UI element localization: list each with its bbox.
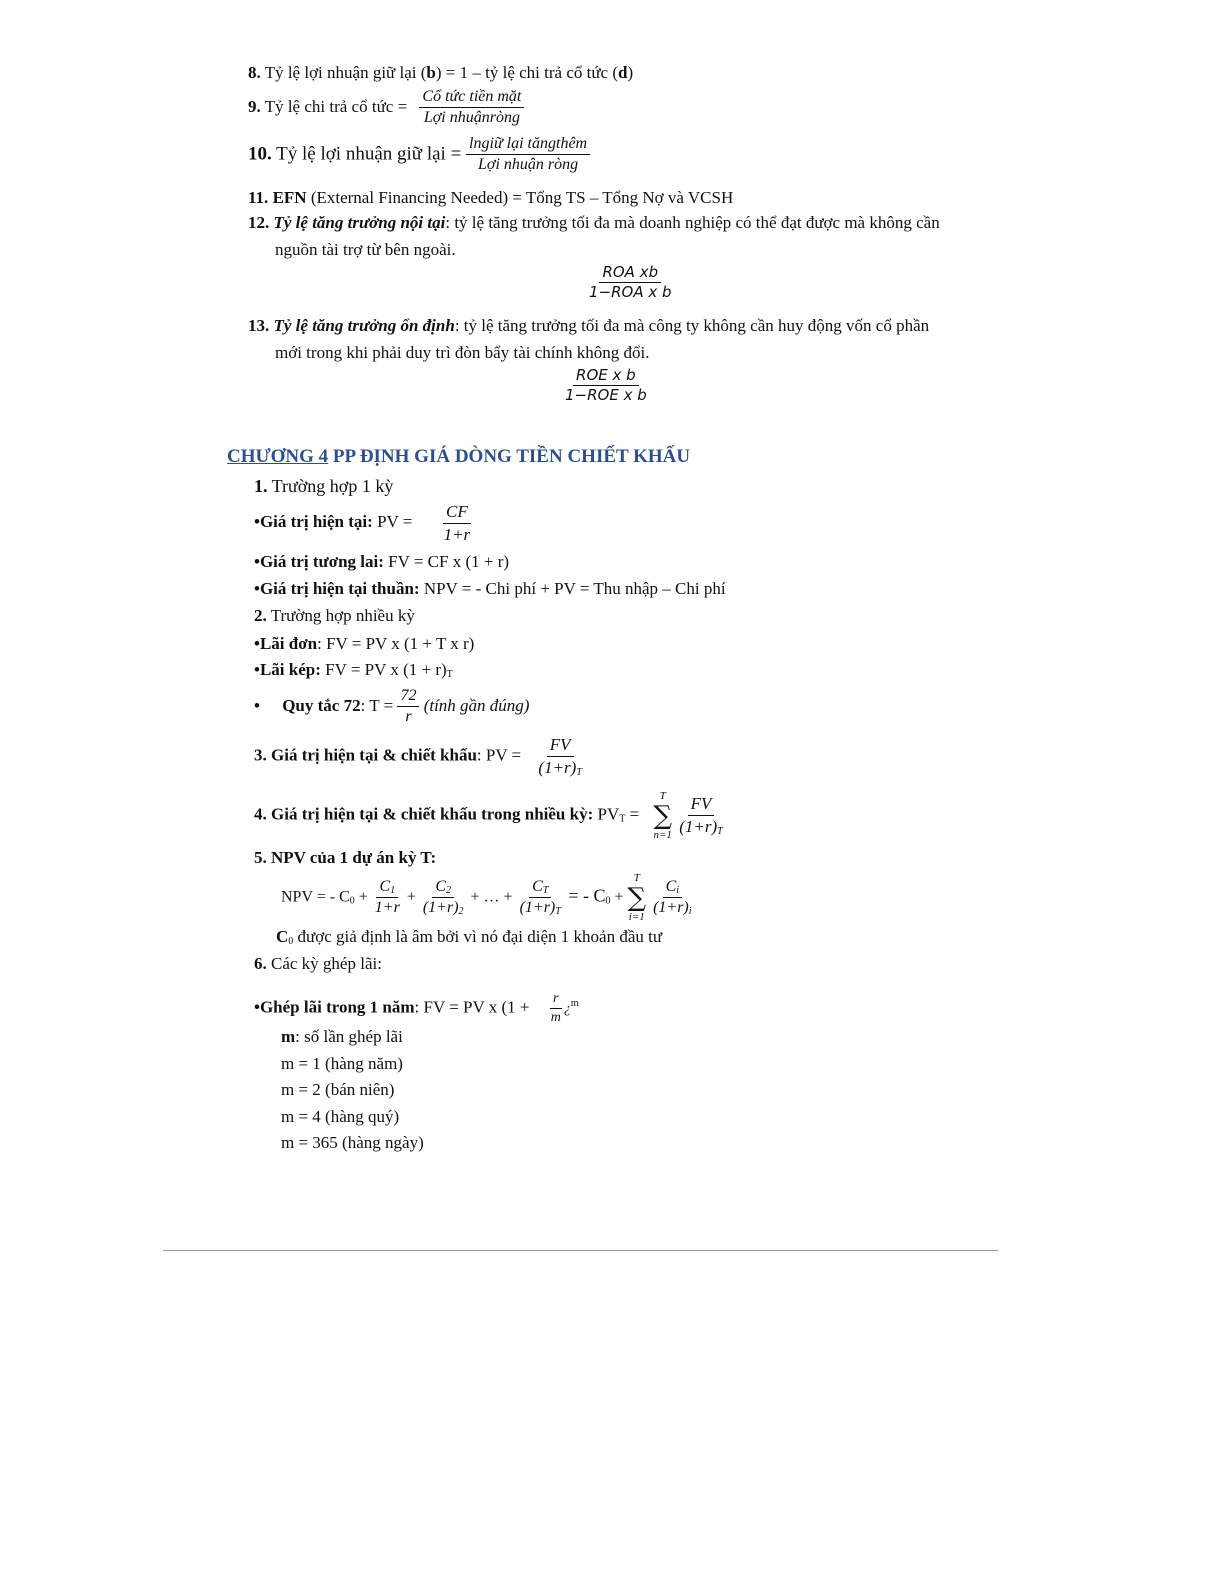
formula-label: Quy tắc 72: [282, 695, 361, 715]
symbol-d: d: [618, 63, 628, 82]
npv-project-formula: [281, 872, 695, 923]
retention-ratio-fraction: [466, 135, 590, 175]
sigma-icon: ∑: [653, 800, 672, 831]
formula-label: •Ghép lãi trong 1 năm: [254, 997, 415, 1017]
fraction-numerator: lngiữ lại tăngthêm: [466, 135, 590, 155]
multi-period-fraction: [676, 794, 725, 837]
section-number: 6.: [254, 954, 267, 973]
chapter-number: CHƯƠNG 4: [227, 446, 329, 467]
fraction-denominator: 1−ROE x b: [565, 386, 647, 405]
discount-fraction: [535, 735, 584, 778]
plus-sign: +: [354, 888, 372, 906]
note-text: được giả định là âm bởi vì nó đại diện 1 khoản đầu tư: [293, 927, 663, 946]
formula-label: •Giá trị tương lai:: [254, 552, 384, 571]
item-number: 13.: [248, 316, 270, 335]
approximation-note: (tính gần đúng): [419, 695, 530, 715]
item-text: Tỷ lệ chi trả cổ tức =: [260, 96, 412, 116]
fraction-numerator: r: [550, 991, 561, 1009]
item-label: Tỷ lệ tăng trưởng ổn định: [269, 316, 455, 335]
item-number: 12.: [248, 213, 270, 232]
item-10: [248, 135, 590, 175]
subscript: T: [576, 766, 582, 778]
compound-interest: [254, 660, 453, 681]
formula-label: •Giá trị hiện tại thuần:: [254, 579, 420, 598]
fraction-numerator: ROA xb: [599, 264, 661, 283]
ellipsis: + … +: [466, 888, 517, 906]
denominator-base: (1+r): [422, 899, 459, 917]
formula-text: : FV = PV x (1 + T x r): [317, 634, 475, 653]
equals-text: = - C: [563, 885, 606, 906]
cashflow-symbol: C: [532, 877, 543, 895]
cashflow-symbol: C: [379, 877, 391, 895]
section-text: Trường hợp nhiều kỳ: [266, 606, 415, 625]
internal-growth-formula: [586, 264, 675, 302]
formula-text: FV = CF x (1 + r): [383, 552, 510, 571]
summation: [628, 872, 647, 923]
section-label: 5. NPV của 1 dự án kỳ T:: [254, 848, 437, 867]
fraction-denominator: 1+r: [443, 524, 471, 544]
subscript: i: [676, 884, 680, 896]
plus-sign: +: [610, 888, 628, 906]
item-number: 10.: [248, 143, 272, 165]
fraction-denominator: m: [550, 1010, 561, 1026]
sustainable-growth-fraction: [562, 367, 650, 405]
section-4: [254, 790, 726, 841]
summation: [653, 790, 672, 841]
item-number: 8.: [248, 63, 261, 82]
item-11: [248, 188, 733, 208]
sustainable-growth-formula: [562, 367, 650, 405]
item-number: 11.: [248, 188, 269, 207]
fraction-denominator: Lợi nhuận ròng: [478, 156, 579, 174]
cashflow-t-fraction: [517, 878, 564, 918]
bullet: •: [254, 695, 260, 715]
simple-interest: [254, 634, 474, 654]
cashflow-i-fraction: [650, 878, 694, 918]
section-2: [254, 606, 415, 626]
formula-text: FV = PV x (1 + r): [320, 660, 447, 679]
item-9: [248, 88, 524, 128]
future-value: [254, 552, 509, 572]
m-value-item: m = 365 (hàng ngày): [281, 1133, 424, 1152]
c0-note: [276, 927, 662, 948]
m-value-item: m = 1 (hàng năm): [281, 1054, 403, 1073]
compounding-per-year: [254, 991, 579, 1026]
denominator-base: (1+r): [679, 816, 718, 836]
formula-text: : PV =: [476, 745, 526, 765]
item-text: Tỷ lệ lợi nhuận giữ lại =: [271, 143, 467, 165]
net-present-value: [254, 579, 726, 599]
fraction-numerator: 72: [397, 687, 419, 707]
item-13: [248, 316, 929, 336]
subscript: 0: [349, 895, 355, 907]
item-label: Tỷ lệ tăng trưởng nội tại: [269, 213, 446, 232]
formula-text: : FV = PV x (1 +: [414, 997, 534, 1017]
plus-sign: +: [402, 888, 420, 906]
item-8: [248, 63, 633, 83]
subscript: 0: [605, 895, 611, 907]
formula-text: PV: [593, 804, 620, 824]
cashflow-symbol: C: [665, 877, 677, 895]
chapter-heading: [227, 446, 690, 468]
fraction-numerator: ROE x b: [573, 367, 639, 386]
rule-of-72: [254, 687, 529, 727]
subscript: i: [688, 906, 692, 918]
c0-symbol: C: [276, 927, 289, 946]
sigma-upper: T: [633, 872, 640, 884]
sigma-lower: i=1: [628, 910, 645, 923]
item-label: EFN: [268, 188, 307, 207]
section-label: 4. Giá trị hiện tại & chiết khấu trong nhiều kỳ:: [254, 804, 594, 824]
section-3: [254, 735, 585, 778]
item-12: [248, 213, 940, 233]
formula-text: PV =: [372, 511, 417, 531]
subscript: T: [555, 906, 561, 918]
formula-label: •Lãi kép:: [254, 660, 321, 679]
chapter-title: PP ĐỊNH GIÁ DÒNG TIỀN CHIẾT KHẤU: [328, 446, 691, 467]
section-number: 2.: [254, 606, 267, 625]
m-symbol: m: [281, 1027, 296, 1046]
section-number: 1.: [254, 476, 268, 496]
item-text: : tỷ lệ tăng trưởng tối đa mà doanh nghiệp có thể đạt được mà không cần: [445, 213, 940, 232]
section-5: [254, 848, 436, 868]
cashflow-symbol: C: [435, 877, 447, 895]
denominator-base: (1+r): [538, 757, 577, 777]
section-1: [254, 476, 393, 497]
item-text: ): [627, 63, 634, 82]
section-6: [254, 954, 382, 974]
formula-label: •Giá trị hiện tại:: [254, 511, 373, 531]
footer-divider: [163, 1250, 998, 1251]
fraction-denominator: 1+r: [374, 899, 400, 917]
sigma-lower: n=1: [653, 828, 672, 841]
formula-tail: ¿: [563, 1001, 571, 1017]
fraction-denominator: 1−ROA x b: [589, 283, 672, 302]
item-text: : tỷ lệ tăng trưởng tối đa mà công ty không cần huy động vốn cổ phần: [454, 316, 930, 335]
section-text: Các kỳ ghép lãi:: [266, 954, 382, 973]
subscript: T: [717, 825, 723, 837]
formula-text: : T =: [360, 695, 398, 715]
subscript: 2: [458, 906, 464, 918]
sigma-icon: ∑: [627, 882, 647, 913]
item-text: (External Financing Needed) = Tổng TS – Tổng Nợ và VCSH: [306, 188, 734, 207]
npv-text: NPV = - C: [281, 888, 350, 906]
definition-text: : số lần ghép lãi: [295, 1027, 403, 1046]
m-value-item: m = 2 (bán niên): [281, 1080, 395, 1099]
subscript: 1: [390, 884, 396, 896]
payout-ratio-fraction: [419, 88, 524, 128]
item-text: ) = 1 – tỷ lệ chi trả cổ tức (: [435, 63, 619, 82]
fraction-denominator: r: [405, 708, 412, 726]
symbol-b: b: [426, 63, 436, 82]
item-12-continuation: nguồn tài trợ từ bên ngoài.: [275, 240, 456, 259]
subscript: 2: [446, 884, 452, 896]
rate-per-period-fraction: [548, 991, 564, 1026]
m-definition: [281, 1027, 403, 1047]
denominator-base: (1+r): [653, 899, 689, 917]
cashflow-1-fraction: [372, 878, 403, 918]
exponent: m: [570, 997, 579, 1009]
item-text: Tỷ lệ lợi nhuận giữ lại (: [260, 63, 427, 82]
rule72-fraction: [397, 687, 419, 727]
equals-sign: =: [625, 804, 644, 824]
section-label: 3. Giá trị hiện tại & chiết khấu: [254, 745, 477, 765]
subscript: T: [619, 813, 626, 825]
pv-fraction: [441, 502, 474, 544]
fraction-numerator: FV: [688, 794, 715, 816]
m-value-item: m = 4 (hàng quý): [281, 1107, 400, 1126]
item-13-continuation: mới trong khi phải duy trì đòn bẩy tài chính không đổi.: [275, 343, 650, 362]
subscript: T: [446, 669, 453, 680]
fraction-numerator: FV: [547, 735, 574, 757]
subscript: T: [542, 884, 549, 896]
formula-text: NPV = - Chi phí + PV = Thu nhập – Chi phí: [419, 579, 726, 598]
cashflow-2-fraction: [420, 878, 467, 918]
formula-label: •Lãi đơn: [254, 634, 318, 653]
item-number: 9.: [248, 96, 261, 116]
internal-growth-fraction: [586, 264, 675, 302]
fraction-numerator: CF: [443, 502, 471, 524]
sigma-upper: T: [659, 790, 666, 802]
present-value: [254, 502, 473, 544]
section-text: Trường hợp 1 kỳ: [267, 476, 394, 496]
subscript: 0: [288, 936, 294, 947]
fraction-numerator: Cổ tức tiền mặt: [419, 88, 524, 108]
denominator-base: (1+r): [519, 899, 556, 917]
fraction-denominator: Lợi nhuậnròng: [423, 109, 520, 127]
